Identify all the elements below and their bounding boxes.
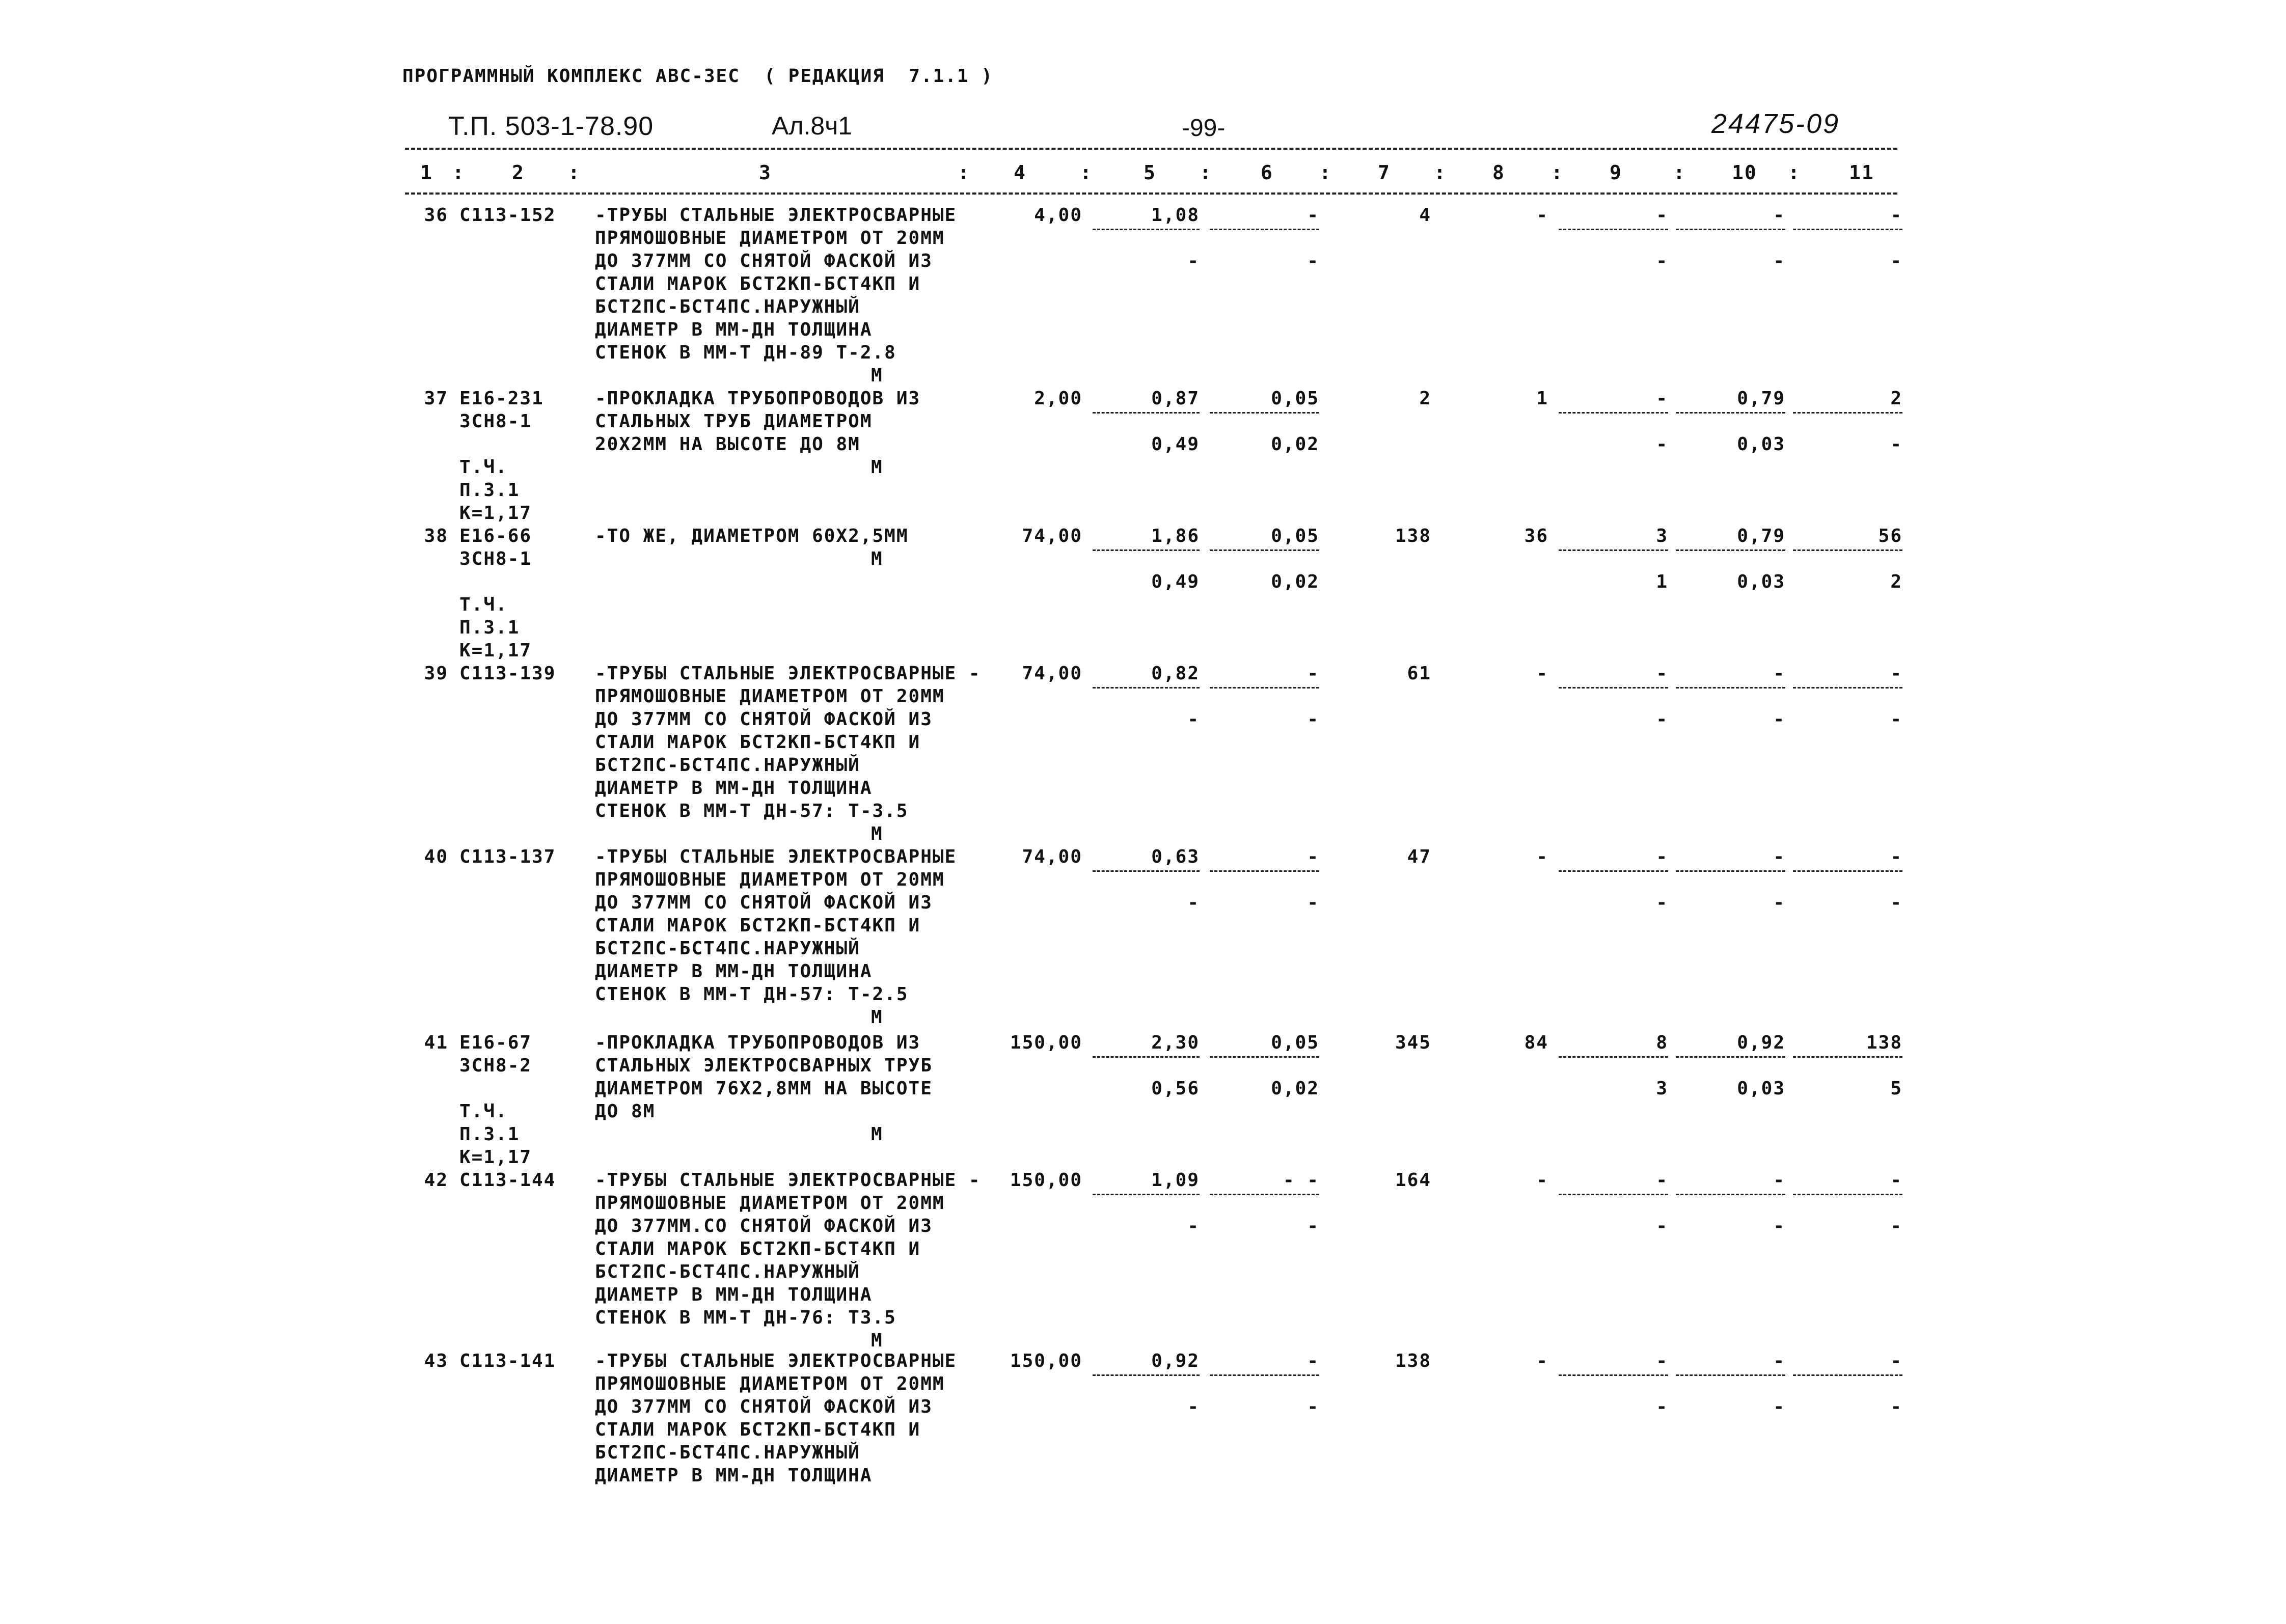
value-col-6: - (1307, 663, 1319, 684)
description-line: СТАЛЬНЫХ ЭЛЕКТРОСВАРНЫХ ТРУБ (595, 1055, 933, 1076)
secondary-value: - (1307, 1216, 1319, 1236)
description-line: БСТ2ПС-БСТ4ПС.НАРУЖНЫЙ (595, 938, 860, 959)
column-header-3: 3 (759, 161, 772, 184)
cell-divider (1210, 687, 1319, 689)
description-line: -ТРУБЫ СТАЛЬНЫЕ ЭЛЕКТРОСВАРНЫЕ (595, 846, 957, 867)
cell-divider (1793, 229, 1902, 230)
cell-divider (1676, 412, 1785, 414)
cell-divider (1793, 1056, 1902, 1058)
row-number: 36 (424, 205, 448, 226)
column-separator: : (1788, 161, 1801, 184)
cell-divider (1210, 549, 1319, 551)
secondary-value: - (1187, 1216, 1200, 1236)
description-line: ДИАМЕТР В ММ-ДН ТОЛЩИНА (595, 1465, 873, 1486)
unit-of-measure: М (871, 457, 883, 478)
cell-divider (1210, 870, 1319, 872)
column-separator: : (958, 161, 970, 184)
cell-divider (1559, 1056, 1668, 1058)
secondary-value: 0,03 (1737, 1078, 1785, 1099)
cell-divider (1093, 549, 1200, 551)
rate-code-line: ЗСН8-1 (459, 548, 532, 569)
secondary-value: - (1890, 892, 1902, 913)
description-line: СТАЛИ МАРОК БСТ2КП-БСТ4КП И (595, 915, 921, 936)
column-header-10: 10 (1732, 161, 1757, 184)
secondary-value: - (1656, 892, 1668, 913)
row-number: 40 (424, 846, 448, 867)
value-col-11: 2 (1890, 388, 1902, 409)
secondary-value: - (1656, 1216, 1668, 1236)
description-line: ПРЯМОШОВНЫЕ ДИАМЕТРОМ ОТ 20ММ (595, 1193, 945, 1214)
secondary-value: 0,03 (1737, 571, 1785, 592)
description-line: СТАЛИ МАРОК БСТ2КП-БСТ4КП И (595, 1238, 921, 1259)
secondary-value: - (1656, 434, 1668, 455)
value-col-10: - (1773, 663, 1785, 684)
value-col-6: 0,05 (1271, 388, 1319, 409)
secondary-value: - (1307, 1396, 1319, 1417)
rate-code-line: Т.Ч. (459, 1101, 508, 1122)
cell-divider (1676, 229, 1785, 230)
value-col-10: 0,79 (1737, 388, 1785, 409)
rate-code-line: К=1,17 (459, 503, 532, 524)
rate-code-line: С113-139 (459, 663, 556, 684)
secondary-value: - (1187, 251, 1200, 271)
value-col-7: 4 (1419, 205, 1431, 226)
description-line: -ТО ЖЕ, ДИАМЕТРОМ 60Х2,5ММ (595, 526, 909, 546)
secondary-value: - (1773, 251, 1785, 271)
secondary-value: 3 (1656, 1078, 1668, 1099)
description-line: -ПРОКЛАДКА ТРУБОПРОВОДОВ ИЗ (595, 1032, 921, 1053)
value-col-10: - (1773, 1351, 1785, 1371)
value-col-5: 2,30 (1151, 1032, 1200, 1053)
unit-of-measure: М (871, 823, 883, 844)
rate-code-line: Т.Ч. (459, 457, 508, 478)
column-header-9: 9 (1610, 161, 1622, 184)
cell-divider (1793, 870, 1902, 872)
row-number: 39 (424, 663, 448, 684)
secondary-value: - (1187, 1396, 1200, 1417)
rate-code-line: П.3.1 (459, 1124, 520, 1145)
cell-divider (1793, 549, 1902, 551)
unit-of-measure: М (871, 1007, 883, 1028)
value-col-11: - (1890, 663, 1902, 684)
value-col-6: - (1307, 846, 1319, 867)
cell-divider (1559, 1374, 1668, 1376)
cell-divider (1210, 1056, 1319, 1058)
rate-code-line: С113-137 (459, 846, 556, 867)
rate-code-line: Е16-66 (459, 526, 532, 546)
value-col-4: 150,00 (1010, 1170, 1082, 1191)
cell-divider (1559, 687, 1668, 689)
secondary-value: 0,02 (1271, 571, 1319, 592)
value-col-9: - (1656, 1170, 1668, 1191)
value-col-7: 61 (1407, 663, 1431, 684)
rate-code-line: ЗСН8-1 (459, 411, 532, 432)
column-separator: : (568, 161, 581, 184)
rate-code-line: С113-152 (459, 205, 556, 226)
value-col-4: 74,00 (1022, 846, 1082, 867)
column-header-8: 8 (1492, 161, 1505, 184)
column-header-2: 2 (512, 161, 525, 184)
description-line: -ТРУБЫ СТАЛЬНЫЕ ЭЛЕКТРОСВАРНЫЕ (595, 205, 957, 226)
description-line: ДО 377ММ СО СНЯТОЙ ФАСКОЙ ИЗ (595, 1396, 933, 1417)
cell-divider (1793, 1374, 1902, 1376)
cell-divider (1676, 1194, 1785, 1195)
rate-code-line: П.3.1 (459, 480, 520, 501)
description-line: ДИАМЕТР В ММ-ДН ТОЛЩИНА (595, 319, 873, 340)
cell-divider (1093, 1194, 1200, 1195)
value-col-5: 1,86 (1151, 526, 1200, 546)
secondary-value: - (1890, 251, 1902, 271)
cell-divider (1559, 870, 1668, 872)
row-number: 41 (424, 1032, 448, 1053)
secondary-value: - (1890, 1396, 1902, 1417)
project-code: Т.П. 503-1-78.90 (448, 112, 654, 141)
value-col-5: 0,63 (1151, 846, 1200, 867)
value-col-7: 138 (1395, 1351, 1431, 1371)
secondary-value: - (1307, 892, 1319, 913)
column-separator: : (1673, 161, 1686, 184)
unit-of-measure: М (871, 548, 883, 569)
column-header-6: 6 (1261, 161, 1273, 184)
description-line: СТАЛИ МАРОК БСТ2КП-БСТ4КП И (595, 732, 921, 753)
value-col-8: - (1536, 1170, 1548, 1191)
value-col-8: - (1536, 846, 1548, 867)
cell-divider (1559, 1194, 1668, 1195)
description-line: СТЕНОК В ММ-Т ДН-76: Т3.5 (595, 1307, 896, 1328)
cell-divider (1093, 1056, 1200, 1058)
description-line: ПРЯМОШОВНЫЕ ДИАМЕТРОМ ОТ 20ММ (595, 228, 945, 249)
description-line: ДО 377ММ.СО СНЯТОЙ ФАСКОЙ ИЗ (595, 1216, 933, 1236)
description-line: ДИАМЕТР В ММ-ДН ТОЛЩИНА (595, 1284, 873, 1305)
column-separator: : (1200, 161, 1212, 184)
cell-divider (1210, 1374, 1319, 1376)
secondary-value: - (1307, 709, 1319, 730)
secondary-value: 1 (1656, 571, 1668, 592)
cell-divider (1676, 870, 1785, 872)
value-col-7: 2 (1419, 388, 1431, 409)
row-number: 37 (424, 388, 448, 409)
page-number: -99- (1182, 115, 1226, 142)
value-col-7: 164 (1395, 1170, 1431, 1191)
secondary-value: - (1187, 892, 1200, 913)
cell-divider (1676, 1374, 1785, 1376)
description-line: -ПРОКЛАДКА ТРУБОПРОВОДОВ ИЗ (595, 388, 921, 409)
secondary-value: 0,03 (1737, 434, 1785, 455)
secondary-value: - (1656, 251, 1668, 271)
rate-code-line: Е16-231 (459, 388, 544, 409)
value-col-6: - (1307, 1351, 1319, 1371)
secondary-value: - (1187, 709, 1200, 730)
value-col-4: 2,00 (1034, 388, 1082, 409)
value-col-9: 3 (1656, 526, 1668, 546)
value-col-5: 0,87 (1151, 388, 1200, 409)
cell-divider (1676, 549, 1785, 551)
value-col-6: 0,05 (1271, 526, 1319, 546)
description-line: ПРЯМОШОВНЫЕ ДИАМЕТРОМ ОТ 20ММ (595, 869, 945, 890)
secondary-value: - (1890, 1216, 1902, 1236)
value-col-11: - (1890, 846, 1902, 867)
cell-divider (1793, 1194, 1902, 1195)
column-separator: : (1319, 161, 1332, 184)
cell-divider (1559, 229, 1668, 230)
value-col-4: 150,00 (1010, 1351, 1082, 1371)
value-col-9: - (1656, 388, 1668, 409)
row-number: 42 (424, 1170, 448, 1191)
column-header-7: 7 (1378, 161, 1391, 184)
cell-divider (1559, 549, 1668, 551)
value-col-11: 56 (1878, 526, 1902, 546)
rate-code-line: П.3.1 (459, 617, 520, 638)
rate-code-line: К=1,17 (459, 640, 532, 661)
description-line: ДИАМЕТР В ММ-ДН ТОЛЩИНА (595, 961, 873, 982)
value-col-9: - (1656, 846, 1668, 867)
value-col-5: 1,08 (1151, 205, 1200, 226)
secondary-value: - (1656, 1396, 1668, 1417)
description-line: ДИАМЕТР В ММ-ДН ТОЛЩИНА (595, 778, 873, 799)
value-col-5: 0,82 (1151, 663, 1200, 684)
header-rule-bottom (405, 192, 1897, 195)
value-col-6: 0,05 (1271, 1032, 1319, 1053)
description-line: СТАЛИ МАРОК БСТ2КП-БСТ4КП И (595, 1419, 921, 1440)
secondary-value: - (1773, 709, 1785, 730)
cell-divider (1210, 1194, 1319, 1195)
value-col-4: 4,00 (1034, 205, 1082, 226)
description-line: БСТ2ПС-БСТ4ПС.НАРУЖНЫЙ (595, 296, 860, 317)
value-col-5: 0,92 (1151, 1351, 1200, 1371)
cell-divider (1093, 870, 1200, 872)
value-col-11: - (1890, 1170, 1902, 1191)
value-col-10: 0,79 (1737, 526, 1785, 546)
rate-code-line: К=1,17 (459, 1147, 532, 1168)
rate-code-line: С113-144 (459, 1170, 556, 1191)
secondary-value: 0,56 (1151, 1078, 1200, 1099)
secondary-value: 0,49 (1151, 434, 1200, 455)
unit-of-measure: М (871, 365, 883, 386)
cell-divider (1093, 412, 1200, 414)
value-col-5: 1,09 (1151, 1170, 1200, 1191)
column-separator: : (1551, 161, 1564, 184)
value-col-4: 74,00 (1022, 663, 1082, 684)
description-line: СТЕНОК В ММ-Т ДН-57: Т-2.5 (595, 984, 909, 1005)
value-col-7: 345 (1395, 1032, 1431, 1053)
description-line: -ТРУБЫ СТАЛЬНЫЕ ЭЛЕКТРОСВАРНЫЕ - (595, 663, 981, 684)
description-line: ДО 377ММ СО СНЯТОЙ ФАСКОЙ ИЗ (595, 892, 933, 913)
secondary-value: - (1773, 1396, 1785, 1417)
description-line: 20Х2ММ НА ВЫСОТЕ ДО 8М (595, 434, 860, 455)
description-line: БСТ2ПС-БСТ4ПС.НАРУЖНЫЙ (595, 1261, 860, 1282)
column-header-5: 5 (1144, 161, 1156, 184)
value-col-9: - (1656, 663, 1668, 684)
value-col-11: 138 (1866, 1032, 1902, 1053)
description-line: БСТ2ПС-БСТ4ПС.НАРУЖНЫЙ (595, 755, 860, 776)
description-line: ПРЯМОШОВНЫЕ ДИАМЕТРОМ ОТ 20ММ (595, 686, 945, 707)
description-line: ДО 377ММ СО СНЯТОЙ ФАСКОЙ ИЗ (595, 251, 933, 271)
description-line: -ТРУБЫ СТАЛЬНЫЕ ЭЛЕКТРОСВАРНЫЕ - (595, 1170, 981, 1191)
secondary-value: - (1307, 251, 1319, 271)
value-col-8: - (1536, 1351, 1548, 1371)
description-line: -ТРУБЫ СТАЛЬНЫЕ ЭЛЕКТРОСВАРНЫЕ (595, 1351, 957, 1371)
sheet-number: 24475-09 (1711, 108, 1840, 139)
column-header-4: 4 (1014, 161, 1026, 184)
cell-divider (1093, 687, 1200, 689)
description-line: СТЕНОК В ММ-Т ДН-57: Т-3.5 (595, 801, 909, 821)
description-line: ДО 377ММ СО СНЯТОЙ ФАСКОЙ ИЗ (595, 709, 933, 730)
description-line: ДО 8М (595, 1101, 656, 1122)
secondary-value: - (1773, 892, 1785, 913)
value-col-6: - - (1283, 1170, 1319, 1191)
cell-divider (1210, 412, 1319, 414)
value-col-10: - (1773, 1170, 1785, 1191)
secondary-value: 2 (1890, 571, 1902, 592)
album-label: Ал.8ч1 (772, 112, 853, 140)
unit-of-measure: М (871, 1124, 883, 1145)
value-col-11: - (1890, 205, 1902, 226)
description-line: БСТ2ПС-БСТ4ПС.НАРУЖНЫЙ (595, 1442, 860, 1463)
value-col-9: - (1656, 205, 1668, 226)
value-col-7: 47 (1407, 846, 1431, 867)
description-line: СТАЛИ МАРОК БСТ2КП-БСТ4КП И (595, 273, 921, 294)
header-rule-top (405, 148, 1897, 150)
unit-of-measure: М (871, 1330, 883, 1351)
column-header-1: 1 (420, 161, 433, 184)
secondary-value: - (1890, 434, 1902, 455)
description-line: СТАЛЬНЫХ ТРУБ ДИАМЕТРОМ (595, 411, 873, 432)
secondary-value: - (1890, 709, 1902, 730)
secondary-value: 5 (1890, 1078, 1902, 1099)
value-col-10: 0,92 (1737, 1032, 1785, 1053)
cell-divider (1793, 412, 1902, 414)
row-number: 43 (424, 1351, 448, 1371)
program-title: ПРОГРАММНЫЙ КОМПЛЕКС АВС-3ЕС ( РЕДАКЦИЯ 7.1.1 ) (402, 66, 994, 87)
rate-code-line: Т.Ч. (459, 594, 508, 615)
value-col-10: - (1773, 846, 1785, 867)
value-col-9: - (1656, 1351, 1668, 1371)
cell-divider (1676, 1056, 1785, 1058)
cell-divider (1676, 687, 1785, 689)
value-col-8: 36 (1524, 526, 1548, 546)
secondary-value: 0,02 (1271, 1078, 1319, 1099)
value-col-9: 8 (1656, 1032, 1668, 1053)
cell-divider (1093, 1374, 1200, 1376)
value-col-4: 74,00 (1022, 526, 1082, 546)
column-separator: : (1080, 161, 1093, 184)
rate-code-line: С113-141 (459, 1351, 556, 1371)
cell-divider (1093, 229, 1200, 230)
value-col-8: - (1536, 205, 1548, 226)
secondary-value: - (1773, 1216, 1785, 1236)
cell-divider (1793, 687, 1902, 689)
rate-code-line: Е16-67 (459, 1032, 532, 1053)
value-col-7: 138 (1395, 526, 1431, 546)
description-line: СТЕНОК В ММ-Т ДН-89 Т-2.8 (595, 342, 896, 363)
value-col-6: - (1307, 205, 1319, 226)
value-col-11: - (1890, 1351, 1902, 1371)
cell-divider (1210, 229, 1319, 230)
description-line: ДИАМЕТРОМ 76Х2,8ММ НА ВЫСОТЕ (595, 1078, 933, 1099)
description-line: ПРЯМОШОВНЫЕ ДИАМЕТРОМ ОТ 20ММ (595, 1373, 945, 1394)
column-separator: : (1434, 161, 1447, 184)
value-col-8: 1 (1536, 388, 1548, 409)
secondary-value: 0,49 (1151, 571, 1200, 592)
value-col-8: - (1536, 663, 1548, 684)
column-separator: : (452, 161, 465, 184)
value-col-4: 150,00 (1010, 1032, 1082, 1053)
value-col-8: 84 (1524, 1032, 1548, 1053)
cell-divider (1559, 412, 1668, 414)
row-number: 38 (424, 526, 448, 546)
value-col-10: - (1773, 205, 1785, 226)
secondary-value: 0,02 (1271, 434, 1319, 455)
secondary-value: - (1656, 709, 1668, 730)
rate-code-line: ЗСН8-2 (459, 1055, 532, 1076)
column-header-11: 11 (1849, 161, 1874, 184)
